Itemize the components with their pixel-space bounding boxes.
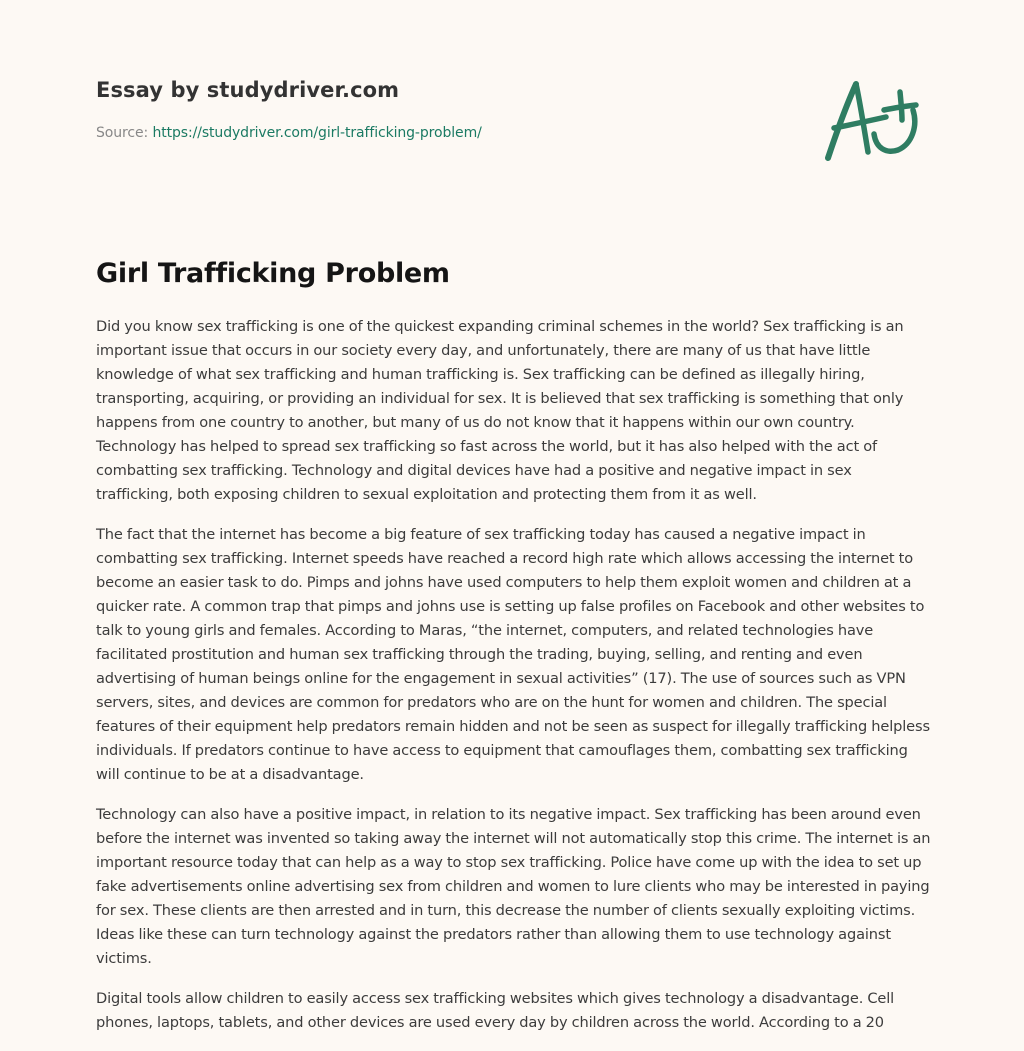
article-title: Girl Trafficking Problem bbox=[96, 258, 450, 289]
source-label: Source: bbox=[96, 125, 153, 141]
paragraph: The fact that the internet has become a big feature of sex trafficking today has caused a negative impact in combatting sex trafficking. Internet speeds have reached a record high rate which allows accessing the internet to become an easier task to do. Pimps and johns have used computers to help them exploit women and children at a quicker rate. A common trap that pimps and johns use is setting up false profiles on Facebook and other websites to talk to young girls and females. According to Maras, “the internet, computers, and related technologies have facilitated prostitution and human sex trafficking through the trading, buying, selling, and renting and even advertising of human beings online for the engagement in sexual activities” (17). The use of sources such as VPN servers, sites, and devices are common for predators who are on the hunt for women and children. The special features of their equipment help predators remain hidden and not be seen as suspect for illegally trafficking helpless individuals. If predators continue to have access to equipment that camouflages them, combatting sex trafficking will continue to be at a disadvantage. bbox=[96, 526, 930, 783]
site-title: Essay by studydriver.com bbox=[96, 78, 400, 102]
article-body bbox=[96, 315, 932, 1051]
source-link[interactable]: https://studydriver.com/girl-trafficking-problem/ bbox=[152, 125, 482, 141]
paragraph: Did you know sex trafficking is one of the quickest expanding criminal schemes in the world? Sex trafficking is an important issue that occurs in our society every day, and unfortunately, there are many of us that have little knowledge of what sex trafficking and human trafficking is. Sex trafficking can be defined as illegally hiring, transporting, acquiring, or providing an individual for sex. It is believed that sex trafficking is something that only happens from one country to another, but many of us do not know that it happens within our own country. Technology has helped to spread sex trafficking so fast across the world, but it has also helped with the act of combatting sex trafficking. Technology and digital devices have had a positive and negative impact in sex trafficking, both exposing children to sexual exploitation and protecting them from it as well. bbox=[96, 318, 904, 503]
essay-header bbox=[96, 76, 482, 143]
source-line bbox=[96, 123, 482, 143]
paragraph: Digital tools allow children to easily access sex trafficking websites which gives technology a disadvantage. Cell phones, laptops, tablets, and other devices are used every day by children across the world. According to a 20 bbox=[96, 990, 895, 1031]
paragraph: Technology can also have a positive impact, in relation to its negative impact. Sex trafficking has been around even before the internet was invented so taking away the internet will not automatically stop this crime. The internet is an important resource today that can help as a way to stop sex trafficking. Police have come up with the idea to set up fake advertisements online advertising sex from children and women to lure clients who may be interested in paying for sex. These clients are then arrested and in turn, this decrease the number of clients sexually exploiting victims. Ideas like these can turn technology against the predators rather than allowing them to use technology against victims. bbox=[96, 806, 931, 967]
a-plus-grade-icon bbox=[822, 68, 930, 164]
